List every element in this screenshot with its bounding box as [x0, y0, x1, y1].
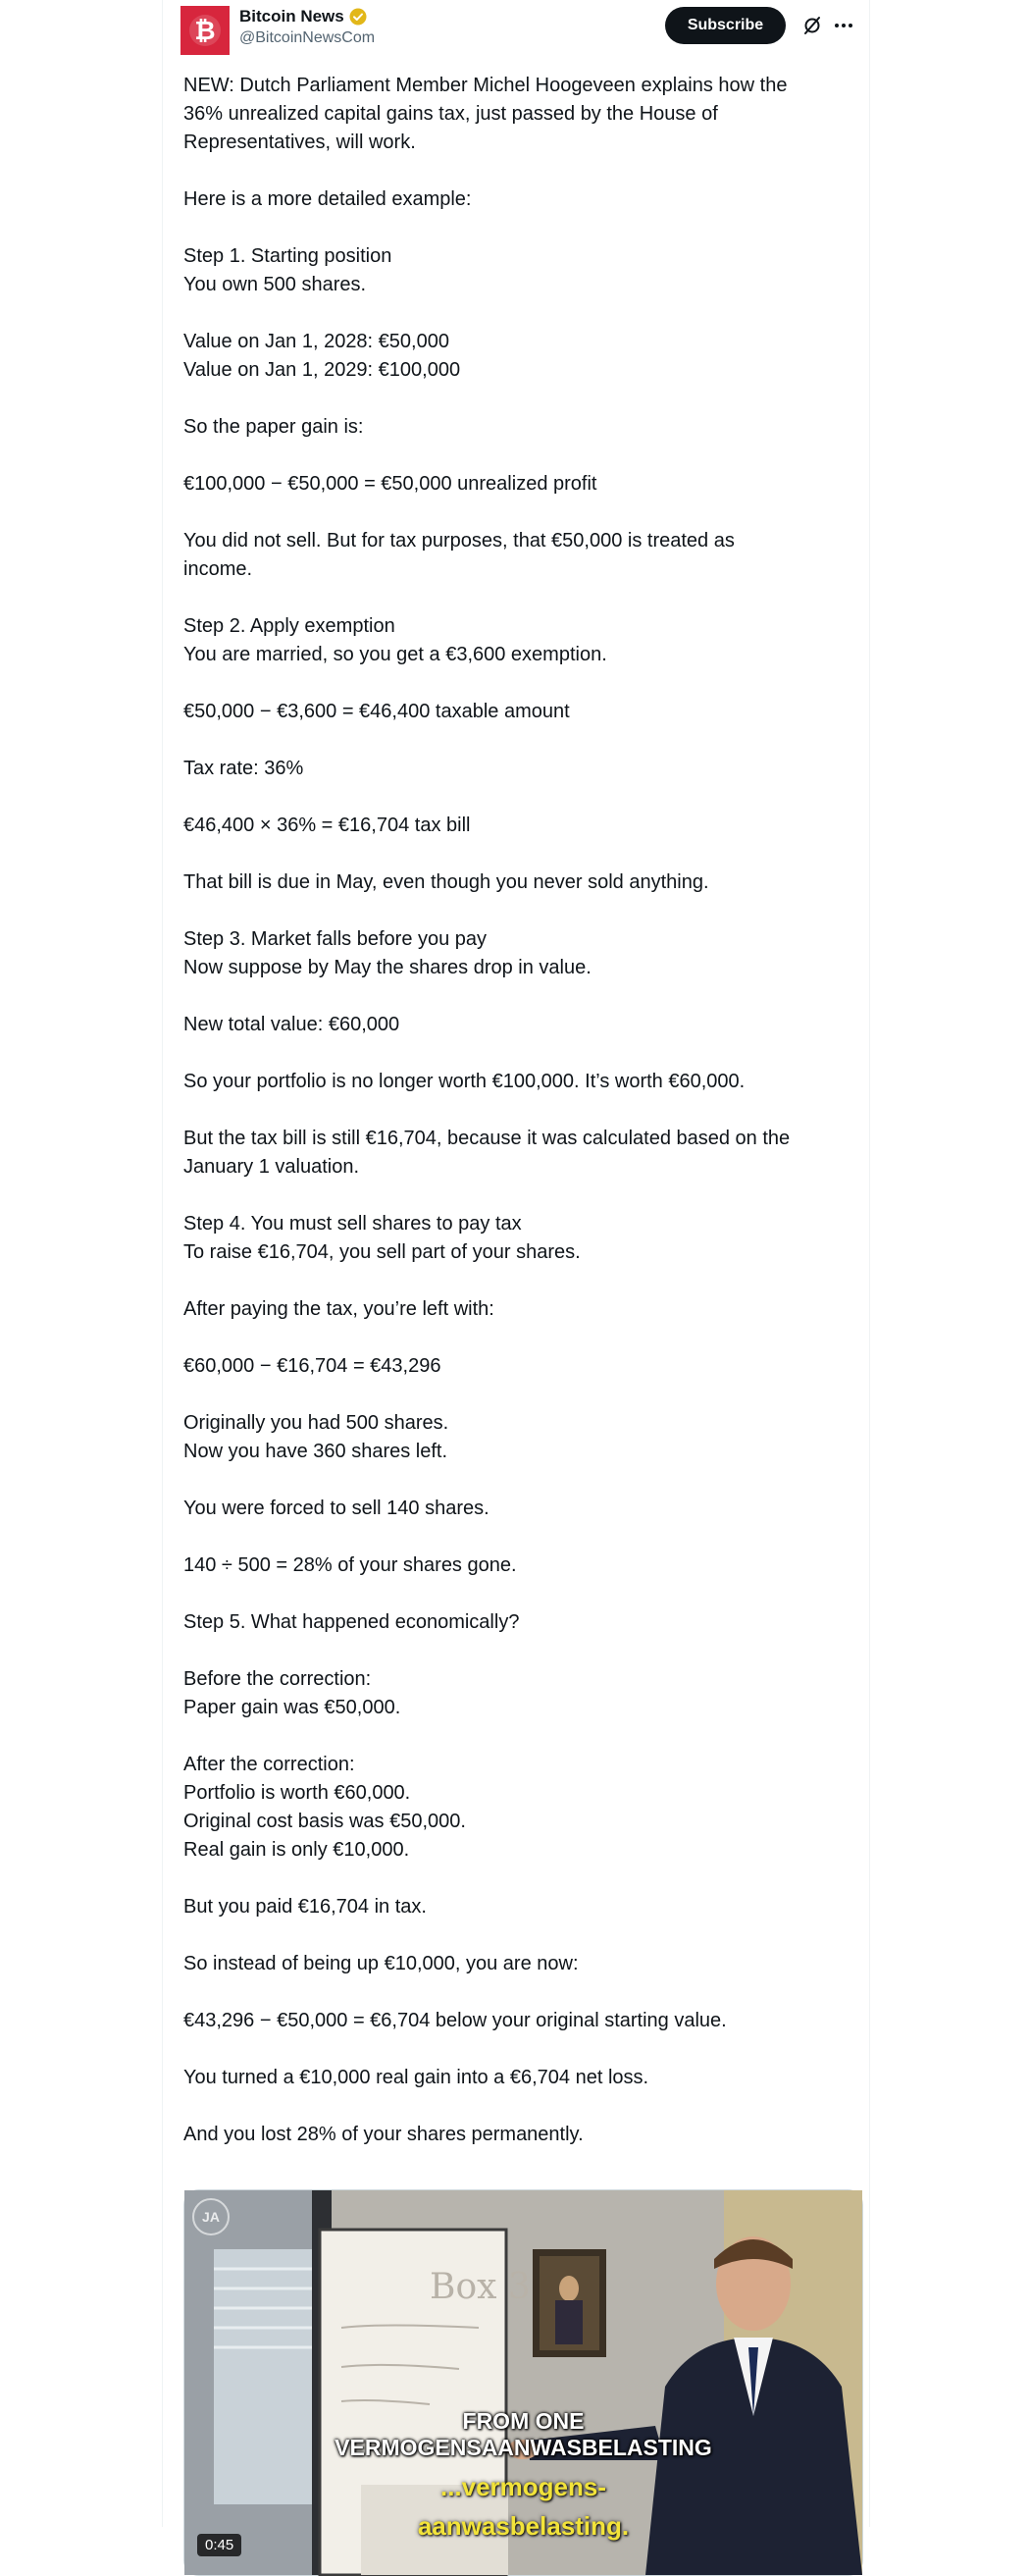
tweet-line: Here is a more detailed example:	[183, 188, 472, 210]
tweet-line: €100,000 − €50,000 = €50,000 unrealized profit	[183, 473, 597, 495]
tweet-line: So the paper gain is:	[183, 416, 364, 438]
video-caption-yellow	[184, 2467, 862, 2546]
timeline-column	[162, 0, 870, 2553]
tweet-line: You did not sell. But for tax purposes, that €50,000 is treated as	[183, 530, 735, 552]
tweet-line: €43,296 − €50,000 = €6,704 below your original starting value.	[183, 2010, 727, 2031]
tweet-line: You turned a €10,000 real gain into a €6,704 net loss.	[183, 2067, 649, 2088]
caption-line-2: VERMOGENSAANWASBELASTING	[335, 2435, 712, 2460]
tweet-paragraph	[183, 2007, 846, 2035]
gold-verified-badge-icon	[349, 8, 367, 26]
tweet-line: After the correction:	[183, 1754, 355, 1775]
tweet-line: 140 ÷ 500 = 28% of your shares gone.	[183, 1554, 517, 1576]
display-name[interactable]: Bitcoin News	[239, 7, 344, 26]
tweet-line: Real gain is only €10,000.	[183, 1839, 410, 1861]
tweet-paragraph	[183, 1551, 846, 1580]
video-player[interactable]	[183, 2189, 863, 2576]
more-horizontal-icon[interactable]	[830, 12, 857, 39]
tweet-line: After paying the tax, you’re left with:	[183, 1298, 494, 1320]
tweet-line: Tax rate: 36%	[183, 758, 304, 779]
tweet-text	[183, 72, 846, 2178]
tweet-line: That bill is due in May, even though you never sold anything.	[183, 871, 709, 893]
tweet-line: Step 4. You must sell shares to pay tax	[183, 1213, 522, 1235]
tweet-line: Value on Jan 1, 2029: €100,000	[183, 359, 461, 381]
tweet-line: So your portfolio is no longer worth €100,000. It’s worth €60,000.	[183, 1071, 746, 1092]
tweet-paragraph	[183, 470, 846, 499]
tweet-paragraph	[183, 812, 846, 840]
tweet-paragraph	[183, 1011, 846, 1039]
svg-text:₿: ₿	[194, 17, 216, 46]
tweet-line: €50,000 − €3,600 = €46,400 taxable amount	[183, 701, 570, 722]
tweet-line: You were forced to sell 140 shares.	[183, 1498, 489, 1519]
tweet-line: Paper gain was €50,000.	[183, 1697, 401, 1718]
flipchart-title: Box 3	[430, 2267, 531, 2307]
tweet-line: But you paid €16,704 in tax.	[183, 1896, 427, 1918]
tweet-paragraph	[183, 1950, 846, 1978]
tweet-line: Value on Jan 1, 2028: €50,000	[183, 331, 449, 352]
tweet-line: You own 500 shares.	[183, 274, 367, 295]
caption-line-1: FROM ONE	[462, 2408, 585, 2434]
tweet-paragraph	[183, 1751, 846, 1865]
tweet-paragraph	[183, 1210, 846, 1267]
tweet-line: Originally you had 500 shares.	[183, 1412, 449, 1434]
tweet-line: Step 1. Starting position	[183, 245, 392, 267]
handle[interactable]: @BitcoinNewsCom	[239, 29, 376, 46]
tweet-paragraph	[183, 1409, 846, 1466]
tweet-paragraph	[183, 1295, 846, 1324]
tweet-paragraph	[183, 185, 846, 214]
tweet-paragraph	[183, 1068, 846, 1096]
tweet-line: Representatives, will work.	[183, 131, 416, 153]
tweet-paragraph	[183, 1125, 846, 1182]
tweet-line: Portfolio is worth €60,000.	[183, 1782, 411, 1804]
tweet-paragraph	[183, 2064, 846, 2092]
tweet-paragraph	[183, 1893, 846, 1921]
grok-icon[interactable]	[798, 12, 826, 39]
caption-yellow-line-1: ...vermogens-	[439, 2472, 607, 2501]
tweet-paragraph	[183, 868, 846, 897]
tweet-paragraph	[183, 242, 846, 299]
tweet-line: Now you have 360 shares left.	[183, 1441, 448, 1462]
tweet-paragraph	[183, 1608, 846, 1637]
tweet-line: Step 3. Market falls before you pay	[183, 928, 488, 950]
tweet-line: You are married, so you get a €3,600 exemption.	[183, 644, 607, 665]
channel-logo: JA	[192, 2198, 230, 2235]
tweet-paragraph	[183, 72, 846, 157]
tweet-paragraph	[183, 2121, 846, 2149]
tweet-paragraph	[183, 755, 846, 783]
tweet-line: €60,000 − €16,704 = €43,296	[183, 1355, 441, 1377]
tweet-line: income.	[183, 558, 253, 580]
avatar[interactable]	[180, 6, 230, 55]
tweet-paragraph	[183, 527, 846, 584]
tweet-line: And you lost 28% of your shares permanently.	[183, 2124, 584, 2145]
tweet-line: January 1 valuation.	[183, 1156, 360, 1178]
tweet-line: New total value: €60,000	[183, 1014, 400, 1035]
tweet-line: Before the correction:	[183, 1668, 372, 1690]
tweet-line: €46,400 × 36% = €16,704 tax bill	[183, 815, 471, 836]
video-caption-white	[184, 2408, 862, 2461]
caption-yellow-line-2: aanwasbelasting.	[417, 2511, 630, 2541]
author-block[interactable]	[239, 6, 375, 47]
tweet-line: NEW: Dutch Parliament Member Michel Hoogeveen explains how the	[183, 75, 788, 96]
display-name-row[interactable]	[239, 6, 375, 27]
tweet-line: Step 5. What happened economically?	[183, 1611, 520, 1633]
tweet-paragraph	[183, 1495, 846, 1523]
tweet-header	[163, 0, 869, 59]
tweet-paragraph	[183, 1352, 846, 1381]
tweet-line: Original cost basis was €50,000.	[183, 1811, 466, 1832]
tweet-paragraph	[183, 328, 846, 385]
tweet-paragraph	[183, 1665, 846, 1722]
subscribe-button[interactable]: Subscribe	[665, 7, 786, 44]
bitcoin-logo-icon	[180, 6, 230, 55]
video-duration: 0:45	[197, 2534, 241, 2556]
tweet-paragraph	[183, 925, 846, 982]
tweet-line: To raise €16,704, you sell part of your shares.	[183, 1241, 581, 1263]
tweet-line: So instead of being up €10,000, you are now:	[183, 1953, 579, 1974]
tweet-line: Now suppose by May the shares drop in value.	[183, 957, 592, 978]
tweet-paragraph	[183, 698, 846, 726]
tweet-paragraph	[183, 413, 846, 442]
tweet-line: Step 2. Apply exemption	[183, 615, 395, 637]
tweet-line: But the tax bill is still €16,704, because it was calculated based on the	[183, 1128, 791, 1149]
tweet-paragraph	[183, 612, 846, 669]
tweet-line: 36% unrealized capital gains tax, just passed by the House of	[183, 103, 718, 125]
